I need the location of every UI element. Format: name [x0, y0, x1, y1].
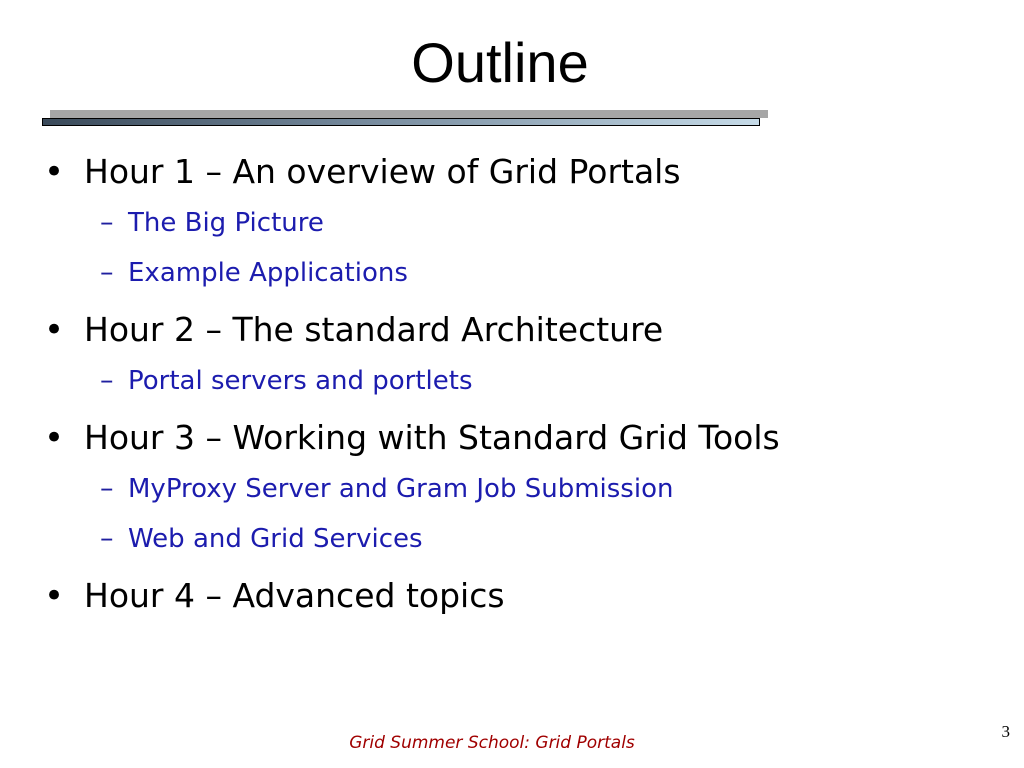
bullet-icon: •	[44, 576, 65, 616]
bullet-icon: •	[44, 152, 65, 192]
dash-icon: –	[100, 473, 114, 504]
page-number: 3	[1001, 722, 1010, 741]
sub-item	[84, 356, 1004, 406]
sub-item-label: Portal servers and portlets	[128, 366, 473, 396]
bullet-icon: •	[44, 418, 65, 458]
dash-icon: –	[100, 523, 114, 554]
dash-icon: –	[100, 365, 114, 396]
sub-list	[84, 464, 1004, 564]
sub-item-label: MyProxy Server and Gram Job Submission	[128, 474, 674, 504]
sub-list	[84, 198, 1004, 298]
slide-title: Outline	[411, 31, 589, 94]
dash-icon: –	[100, 207, 114, 238]
dash-icon: –	[100, 257, 114, 288]
title-rule-bar	[42, 118, 760, 126]
sub-item	[84, 464, 1004, 514]
sub-item-label: Web and Grid Services	[128, 524, 423, 554]
sub-item	[84, 198, 1004, 248]
outline-item-label: Hour 1 – An overview of Grid Portals	[84, 152, 681, 191]
outline-list	[44, 140, 1004, 622]
title-underline-rule	[42, 110, 768, 128]
outline-item-hour-1	[44, 146, 1004, 298]
footer-title: Grid Summer School: Grid Portals	[349, 733, 635, 753]
sub-item	[84, 514, 1004, 564]
outline-item-label: Hour 2 – The standard Architecture	[84, 310, 664, 349]
sub-item-label: The Big Picture	[128, 208, 324, 238]
outline-item-hour-3	[44, 412, 1004, 564]
sub-list	[84, 356, 1004, 406]
outline-item-hour-4	[44, 570, 1004, 622]
outline-item-label: Hour 4 – Advanced topics	[84, 576, 505, 615]
sub-item	[84, 248, 1004, 298]
sub-item-label: Example Applications	[128, 258, 408, 288]
bullet-icon: •	[44, 310, 65, 350]
title-rule-shadow	[50, 110, 768, 118]
outline-item-hour-2	[44, 304, 1004, 406]
outline-item-label: Hour 3 – Working with Standard Grid Tools	[84, 418, 780, 457]
